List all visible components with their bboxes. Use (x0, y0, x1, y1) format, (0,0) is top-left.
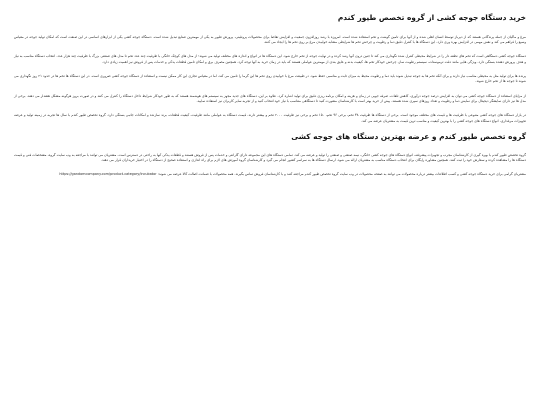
page-title: خرید دستگاه جوجه کشی از گروه تخصص طیور کندم (337, 13, 526, 22)
article-paragraph: مرغ و ماکیان از جمله پرندگانی هستند که از دیرباز توسط انسان اهلی شده و از آنها برای تامین گوشت و تخم استفاده شده است. امروزه با رشد روزافزون جمعیت و افزایش تقاضا برای محصولات پروتئینی، پرورش طیور به یکی از مهمترین صنایع تبدیل شده است. دستگاه جوجه کشی یکی از ابزارهای اساسی در این صنعت است که امکان تولید جوجه در مقیاس وسیع را فراهم می کند و نقش مهمی در افزایش بهره وری دارد. این دستگاه ها با کنترل دقیق دما و رطوبت و چرخش تخم ها شرایطی مشابه خوابیدن مرغ بر روی تخم ها را ایجاد می کنند. (14, 34, 526, 45)
article-paragraph (14, 172, 526, 177)
product-category-link[interactable]: https://gandomcompany.com/product-category/incubator (59, 172, 157, 177)
article-paragraph: گروه تخصص طیور کندم با بهره گیری از کارشناسان مجرب و تجهیزات پیشرفته، انواع دستگاه های جوجه کشی خانگی، نیمه صنعتی و صنعتی را تولید و عرضه می کند. تمامی دستگاه های این مجموعه دارای گارانتی و خدمات پس از فروش هستند و قطعات یدکی آنها به راحتی در دسترس است. مشتریان می توانند با مراجعه به وب سایت گروه، مشخصات فنی و قیمت دستگاه ها را مشاهده کرده و سفارش خود را ثبت کنند. همچنین مشاوره رایگان برای انتخاب دستگاه مناسب به مشتریان ارائه می شود. ارسال دستگاه ها به سراسر کشور انجام می گیرد و کارشناسان گروه آموزش های لازم برای راه اندازی و استفاده صحیح از دستگاه را در اختیار خریداران قرار می دهند. (14, 152, 526, 163)
section-heading: گروه تخصص طیور کندم و عرضه بهترین دستگاه های جوجه کشی (291, 131, 526, 141)
article-paragraph: پرنده ها برای تولید مثل به محیطی مناسب نیاز دارند و برای آنکه تخم ها به جوجه تبدیل شوند باید دما و رطوبت محیط به میزان ثابت و مناسبی حفظ شود. در طبیعت مرغ با خوابیدن روی تخم ها این گرما را تامین می کند، اما در مقیاس تجاری این کار ممکن نیست و استفاده از دستگاه جوجه کشی ضروری است. در این دستگاه ها تخم ها در حدود ۲۱ روز نگهداری می شوند تا جوجه ها از تخم خارج شوند. (14, 74, 526, 84)
article-paragraph: از مزایای استفاده از دستگاه جوجه کشی می توان به افزایش درصد جوجه درآوری، کاهش تلفات، صرفه جویی در زمان و هزینه و امکان برنامه ریزی دقیق برای تولید اشاره کرد. علاوه بر این، دستگاه های جدید مجهز به سیستم های هوشمند هستند که به طور خودکار شرایط داخل دستگاه را کنترل می کنند و در صورت بروز هرگونه مشکل هشدار می دهند. برخی از مدل ها نیز دارای نمایشگر دیجیتال برای نمایش دما و رطوبت و تعداد روزهای سپری شده هستند. پیش از خرید بهتر است با کارشناسان مشورت کنید تا دستگاهی متناسب با نیاز خود انتخاب کنید و از تجربه سایر کاربران نیز استفاده نمایید. (14, 93, 526, 103)
article-paragraph-text: مشتریان گرامی برای خرید دستگاه جوجه کشی و کسب اطلاعات بیشتر درباره محصولات می توانند به صفحه محصولات در وب سایت گروه تخصص طیور کندم مراجعه کنند و با کارشناسان فروش تماس بگیرند. همه محصولات با ضمانت اصالت کالا عرضه می شوند: (157, 172, 526, 177)
article-paragraph: دستگاه جوجه کشی دستگاهی است که تخم های نطفه دار را در شرایط محیطی کنترل شده نگهداری می کند تا جنین درون آنها رشد کرده و در نهایت جوجه از تخم خارج شود. این دستگاه ها در انواع و اندازه های مختلف تولید می شوند؛ از مدل های کوچک خانگی با ظرفیت چند عدد تخم تا مدل های صنعتی بزرگ با ظرفیت چند هزار عدد. انتخاب دستگاه مناسب به نیاز و هدف پرورش دهنده بستگی دارد. ویژگی هایی مانند دقت ترموستات، سیستم رطوبت ساز، چرخش خودکار تخم ها، کیفیت بدنه و عایق بندی از مهمترین عواملی هستند که باید در زمان خرید به آنها توجه کرد. همچنین مصرف برق و امکان تامین قطعات یدکی و خدمات پس از فروش نیز اهمیت زیادی دارد. (14, 54, 526, 64)
article-paragraph: در بازار دستگاه های جوجه کشی متنوعی با ظرفیت ها و قیمت های مختلف موجود است. برخی از دستگاه ها ظرفیت ۴۸ تخم، برخی ۹۶ تخم، ۱۵۰ تخم و برخی نیز ظرفیت ۲۰۰۰ تخم و بیشتر دارند. قیمت دستگاه به عواملی مانند ظرفیت، کیفیت قطعات، برند سازنده و امکانات جانبی بستگی دارد. گروه تخصص طیور کندم با سال ها تجربه در زمینه تولید و عرضه تجهیزات مرغداری، انواع دستگاه های جوجه کشی را با بهترین کیفیت و مناسب ترین قیمت به مشتریان عرضه می کند. (14, 113, 526, 123)
